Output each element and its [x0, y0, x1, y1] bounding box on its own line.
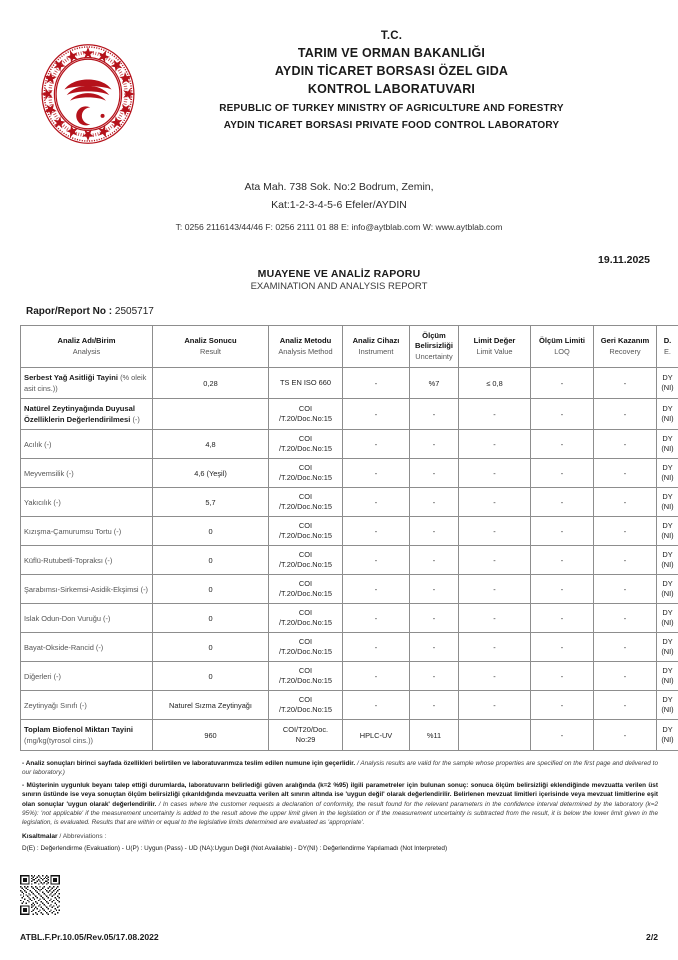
cell-recovery: -	[594, 575, 657, 604]
cell-uncertainty: %11	[410, 720, 459, 751]
page-number: 2/2	[646, 932, 658, 942]
cell-method: COI /T.20/Doc.No:15	[269, 459, 343, 488]
header-line-lab-tr-2: KONTROL LABORATUVARI	[307, 82, 476, 96]
footer-row	[20, 932, 658, 942]
table-row	[21, 459, 678, 488]
cell-loq: -	[531, 575, 594, 604]
cell-analysis-name: Yakıcılık (-)	[21, 488, 153, 517]
cell-recovery: -	[594, 459, 657, 488]
report-title-en: EXAMINATION AND ANALYSIS REPORT	[250, 281, 428, 292]
cell-method: TS EN ISO 660	[269, 368, 343, 399]
cell-method: COI /T.20/Doc.No:15	[269, 546, 343, 575]
cell-method: COI /T.20/Doc.No:15	[269, 517, 343, 546]
cell-result: Naturel Sızma Zeytinyağı	[153, 691, 269, 720]
cell-recovery: -	[594, 691, 657, 720]
cell-analysis-name: Islak Odun-Don Vuruğu (-)	[21, 604, 153, 633]
col-loq: Ölçüm Limiti LOQ	[531, 326, 594, 368]
cell-analysis-name: Kızışma-Çamurumsu Tortu (-)	[21, 517, 153, 546]
cell-result: 0	[153, 575, 269, 604]
header-title-block	[155, 30, 658, 131]
cell-instrument: -	[343, 691, 410, 720]
cell-method: COI /T.20/Doc.No:15	[269, 399, 343, 430]
table-row	[21, 368, 678, 399]
cell-instrument: -	[343, 575, 410, 604]
cell-recovery: -	[594, 399, 657, 430]
cell-de: DY (NI)	[657, 430, 678, 459]
cell-analysis-name: Natürel Zeytinyağında Duyusal Özelliklerin Değerlendirilmesi (-)	[21, 399, 153, 430]
cell-loq: -	[531, 691, 594, 720]
cell-uncertainty: -	[410, 517, 459, 546]
cell-de: DY (NI)	[657, 459, 678, 488]
cell-result: 4,6 (Yeşil)	[153, 459, 269, 488]
cell-uncertainty: -	[410, 633, 459, 662]
document-reference: ATBL.F.Pr.10.05/Rev.05/17.08.2022	[20, 932, 159, 942]
header-line-ministry-en: REPUBLIC OF TURKEY MINISTRY OF AGRICULTURE AND FORESTRY	[219, 103, 564, 114]
address-line-2: Kat:1-2-3-4-5-6 Efeler/AYDIN	[271, 199, 407, 211]
cell-de: DY (NI)	[657, 517, 678, 546]
analysis-table-head	[21, 326, 678, 368]
report-title-block	[20, 268, 658, 292]
cell-limit-value: ≤ 0,8	[459, 368, 531, 399]
cell-method: COI /T.20/Doc.No:15	[269, 430, 343, 459]
col-result: Analiz Sonucu Result	[153, 326, 269, 368]
cell-limit-value: -	[459, 546, 531, 575]
report-title-tr: MUAYENE VE ANALİZ RAPORU	[257, 268, 421, 280]
cell-de: DY (NI)	[657, 488, 678, 517]
cell-result: 0	[153, 517, 269, 546]
cell-de: DY (NI)	[657, 575, 678, 604]
cell-analysis-name: Toplam Biofenol Miktarı Tayini (mg/kg(tyrosol cins.))	[21, 720, 153, 751]
cell-method: COI /T.20/Doc.No:15	[269, 662, 343, 691]
cell-de: DY (NI)	[657, 633, 678, 662]
qr-code-icon	[20, 875, 60, 915]
cell-uncertainty: -	[410, 488, 459, 517]
cell-instrument: -	[343, 488, 410, 517]
cell-recovery: -	[594, 662, 657, 691]
cell-instrument: -	[343, 430, 410, 459]
cell-limit-value: -	[459, 575, 531, 604]
cell-uncertainty: -	[410, 399, 459, 430]
cell-analysis-name: Zeytinyağı Sınıfı (-)	[21, 691, 153, 720]
table-row	[21, 691, 678, 720]
cell-instrument: -	[343, 604, 410, 633]
ministry-seal-icon	[20, 30, 155, 150]
analysis-table-body	[21, 368, 678, 751]
cell-uncertainty: -	[410, 546, 459, 575]
cell-limit-value	[459, 720, 531, 751]
abbreviations-line: D(E) : Değerlendirme (Evakuation) - U(P) : Uygun (Pass) - UD (NA):Uygun Değil (Not Available) - DY(NI) : Değerlendirme Yapılamadı (Not Interpreted)	[22, 845, 448, 853]
cell-loq: -	[531, 430, 594, 459]
cell-uncertainty: -	[410, 459, 459, 488]
table-row	[21, 720, 678, 751]
cell-instrument: -	[343, 633, 410, 662]
lab-address-block	[20, 178, 658, 236]
cell-method: COI /T.20/Doc.No:15	[269, 604, 343, 633]
cell-loq: -	[531, 368, 594, 399]
cell-method: COI /T.20/Doc.No:15	[269, 691, 343, 720]
cell-uncertainty: -	[410, 575, 459, 604]
cell-uncertainty: -	[410, 662, 459, 691]
cell-analysis-name: Küflü-Rutubetli-Topraksı (-)	[21, 546, 153, 575]
cell-instrument: -	[343, 517, 410, 546]
cell-de: DY (NI)	[657, 691, 678, 720]
header-line-lab-en: AYDIN TICARET BORSASI PRIVATE FOOD CONTROL LABORATORY	[223, 120, 560, 131]
cell-instrument: -	[343, 399, 410, 430]
table-row	[21, 575, 678, 604]
cell-instrument: -	[343, 368, 410, 399]
cell-limit-value: -	[459, 459, 531, 488]
cell-loq: -	[531, 459, 594, 488]
col-uncertainty: Ölçüm Belirsizliği Uncertainty	[410, 326, 459, 368]
cell-result: 5,7	[153, 488, 269, 517]
cell-analysis-name: Şarabımsı-Sirkemsi-Asidik-Ekşimsi (-)	[21, 575, 153, 604]
cell-instrument: -	[343, 546, 410, 575]
document-footer	[20, 875, 658, 942]
header-line-ministry: TARIM VE ORMAN BAKANLIĞI	[297, 46, 486, 60]
cell-limit-value: -	[459, 399, 531, 430]
cell-method: COI/T20/Doc. No:29	[269, 720, 343, 751]
cell-loq: -	[531, 488, 594, 517]
analysis-table	[20, 325, 678, 751]
cell-de: DY (NI)	[657, 604, 678, 633]
footnotes-block	[20, 759, 658, 854]
cell-result: 0	[153, 633, 269, 662]
report-number-value: 2505717	[114, 306, 154, 317]
cell-analysis-name: Meyvemsilik (-)	[21, 459, 153, 488]
table-row	[21, 662, 678, 691]
col-de: D. E.	[657, 326, 678, 368]
cell-loq: -	[531, 720, 594, 751]
cell-recovery: -	[594, 546, 657, 575]
table-row	[21, 399, 678, 430]
cell-limit-value: -	[459, 691, 531, 720]
cell-recovery: -	[594, 720, 657, 751]
report-number-line	[20, 306, 658, 317]
cell-result: 0	[153, 604, 269, 633]
cell-method: COI /T.20/Doc.No:15	[269, 488, 343, 517]
cell-analysis-name: Acılık (-)	[21, 430, 153, 459]
table-header-row	[21, 326, 678, 368]
table-row	[21, 517, 678, 546]
cell-analysis-name: Bayat-Okside-Rancid (-)	[21, 633, 153, 662]
col-limit-value: Limit Değer Limit Value	[459, 326, 531, 368]
cell-limit-value: -	[459, 604, 531, 633]
footnote-2: - Müşterinin uygunluk beyanı talep ettiği durumlarda, laboratuvarın belirlediği güven aralığında (k=2 %95) ilgili parametreler için bulunan sonuç: sonuca ölçüm belirsizliği eklendiğinde mevzuatta verilen üst sınırın üstünde ise veya sonuçtan ölçüm belirsizliği çıkarıldığında mevzuatta verilen alt sınırın altında ise 'uygun değil' olarak değerlendirilir. Belirlenen mevzuat limitleri içerisinde veya mevzuat limitlerine eşit olan sonuçlar 'uygun olarak' değerlendirilir. / In cases where the customer requests a declaration of conformity, the result found for the relevant parameters in the confidence interval determined by the laboratory (k=2 95%): 'not applicable' if the measurement uncertainty is added to the result above the upper limit given in the legislation or if the measurement uncertainty is subtracted from the result, it is below the lower limit given in the legislation, is evaluated. Results that are within or equal to the legislative limits determined are evaluated as 'appropriate'.	[22, 781, 658, 827]
header-line-lab-tr-1: AYDIN TİCARET BORSASI ÖZEL GIDA	[274, 64, 509, 78]
cell-limit-value: -	[459, 488, 531, 517]
footnote-1: - Analiz sonuçları birinci sayfada özellikleri belirtilen ve laboratuvarımıza teslim edilen numune için geçerlidir. / Analysis results are valid for the sample whose properties are specified on the first page and delivered to our laboratory.)	[22, 760, 659, 777]
cell-method: COI /T.20/Doc.No:15	[269, 575, 343, 604]
cell-loq: -	[531, 604, 594, 633]
cell-de: DY (NI)	[657, 720, 678, 751]
cell-uncertainty: -	[410, 604, 459, 633]
document-header	[20, 0, 658, 150]
cell-result: 0,28	[153, 368, 269, 399]
cell-recovery: -	[594, 488, 657, 517]
cell-recovery: -	[594, 368, 657, 399]
cell-de: DY (NI)	[657, 662, 678, 691]
col-instrument: Analiz Cihazı Instrument	[343, 326, 410, 368]
cell-limit-value: -	[459, 430, 531, 459]
cell-instrument: -	[343, 459, 410, 488]
report-number-label: Rapor/Report No :	[26, 306, 113, 317]
cell-analysis-name: Diğerleri (-)	[21, 662, 153, 691]
abbreviations-heading: Kısaltmalar / Abbreviations :	[22, 832, 107, 840]
cell-instrument: HPLC-UV	[343, 720, 410, 751]
cell-result	[153, 399, 269, 430]
cell-de: DY (NI)	[657, 546, 678, 575]
cell-de: DY (NI)	[657, 399, 678, 430]
header-line-tc: T.C.	[380, 30, 403, 42]
cell-loq: -	[531, 546, 594, 575]
contact-line: T: 0256 2116143/44/46 F: 0256 2111 01 88 E: info@aytblab.com W: www.aytblab.com	[175, 222, 503, 232]
cell-result: 0	[153, 546, 269, 575]
cell-loq: -	[531, 662, 594, 691]
cell-recovery: -	[594, 430, 657, 459]
cell-limit-value: -	[459, 517, 531, 546]
cell-recovery: -	[594, 604, 657, 633]
cell-result: 4,8	[153, 430, 269, 459]
cell-uncertainty: %7	[410, 368, 459, 399]
ministry-seal-svg	[32, 38, 144, 150]
report-date: 19.11.2025	[598, 254, 650, 266]
col-recovery: Geri Kazanım Recovery	[594, 326, 657, 368]
cell-limit-value: -	[459, 662, 531, 691]
cell-analysis-name: Serbest Yağ Asitliği Tayini (% oleik asit cins.))	[21, 368, 153, 399]
cell-recovery: -	[594, 633, 657, 662]
address-line-1: Ata Mah. 738 Sok. No:2 Bodrum, Zemin,	[244, 181, 434, 193]
table-row	[21, 430, 678, 459]
cell-loq: -	[531, 633, 594, 662]
cell-result: 0	[153, 662, 269, 691]
cell-recovery: -	[594, 517, 657, 546]
cell-limit-value: -	[459, 633, 531, 662]
cell-uncertainty: -	[410, 430, 459, 459]
cell-uncertainty: -	[410, 691, 459, 720]
cell-de: DY (NI)	[657, 368, 678, 399]
table-row	[21, 633, 678, 662]
table-row	[21, 604, 678, 633]
col-method: Analiz Metodu Analysis Method	[269, 326, 343, 368]
cell-instrument: -	[343, 662, 410, 691]
cell-method: COI /T.20/Doc.No:15	[269, 633, 343, 662]
cell-loq: -	[531, 517, 594, 546]
cell-result: 960	[153, 720, 269, 751]
cell-loq: -	[531, 399, 594, 430]
table-row	[21, 546, 678, 575]
table-row	[21, 488, 678, 517]
col-analysis-name: Analiz Adı/Birim Analysis	[21, 326, 153, 368]
